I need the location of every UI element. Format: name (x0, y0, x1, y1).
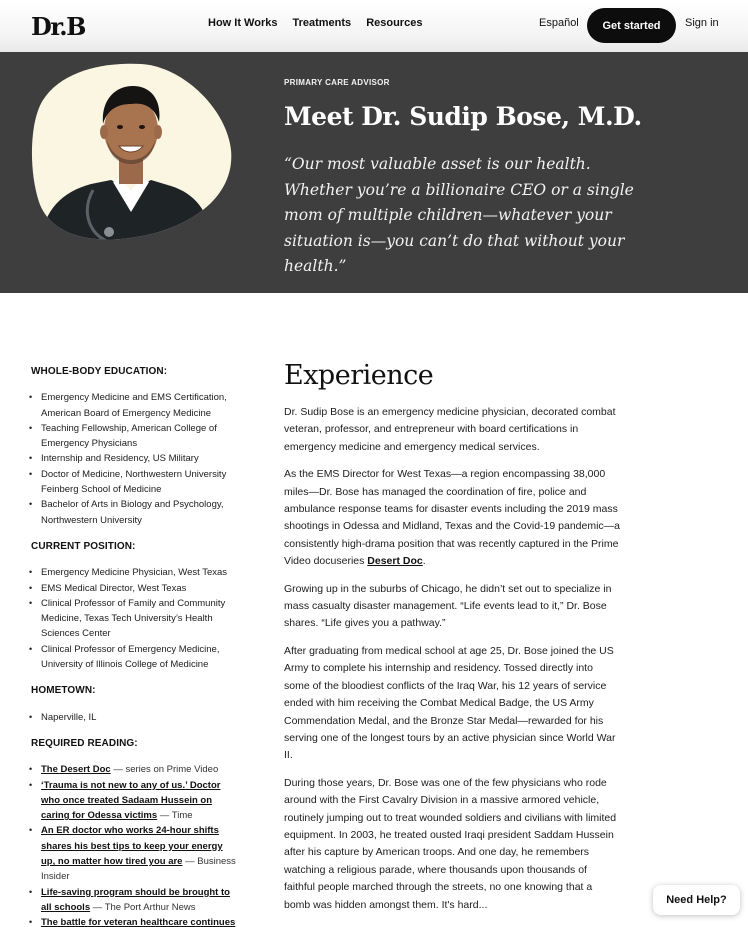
list-item: • Emergency Medicine Physician, West Texas (31, 565, 236, 580)
reading-link[interactable]: Life-saving program should be brought to all schools (41, 886, 230, 913)
position-heading: CURRENT POSITION: (31, 540, 136, 552)
paragraph: Growing up in the suburbs of Chicago, he didn’t set out to specialize in mass casualty disaster management. “Life events lead to it,” Dr. Bose shares. “Life gives you a pathway.” (284, 582, 612, 630)
education-heading: WHOLE-BODY EDUCATION: (31, 366, 168, 377)
paragraph: Dr. Sudip Bose is an emergency medicine physician, decorated combat veteran, professor, and entrepreneur with board certifications in emergency medicine and emergency medical services. (284, 406, 616, 453)
reading-link[interactable]: The battle for veteran healthcare continues (41, 917, 236, 927)
list-item: • EMS Medical Director, West Texas (31, 581, 236, 596)
list-item: • Teaching Fellowship, American College of Emergency Physicians (31, 421, 236, 452)
list-item: • Clinical Professor of Emergency Medicine, University of Illinois College of Medicine (31, 642, 236, 673)
bio-sidebar (31, 364, 236, 927)
reading-link[interactable]: ‘Trauma is not new to any of us.’ Doctor who once treated Sadaam Hussein on caring for Odessa victims (41, 779, 221, 822)
reading-list (31, 762, 236, 927)
list-item: • Internship and Residency, US Military (31, 451, 236, 466)
reading-item (31, 915, 236, 927)
language-switch[interactable]: Español (539, 17, 579, 29)
experience-heading: Experience (284, 360, 434, 391)
reading-source: — Business Insider (41, 856, 236, 883)
reading-item (31, 885, 236, 916)
reading-item (31, 823, 236, 884)
get-started-button[interactable]: Get started (587, 8, 676, 43)
main-nav (208, 17, 422, 29)
list-item: • Clinical Professor of Family and Community Medicine, Texas Tech University’s Health Sciences Center (31, 596, 236, 642)
desert-doc-link[interactable]: Desert Doc (367, 555, 423, 568)
education-list (31, 390, 236, 528)
experience-section (284, 360, 620, 924)
nav-resources[interactable]: Resources (366, 17, 423, 29)
reading-link[interactable]: An ER doctor who works 24-hour shifts shares his best tips to keep your energy up, no matter how tired you are (41, 825, 223, 868)
hometown-list (31, 710, 236, 725)
list-item: • Emergency Medicine and EMS Certification, American Board of Emergency Medicine (31, 390, 236, 421)
reading-item (31, 778, 236, 824)
reading-source: — series on Prime Video (110, 764, 219, 776)
hero-quote: “Our most valuable asset is our health. Whether you’re a billionaire CEO or a single mom of multiple children—whatever your situation is—you can’t do that without your health.” (284, 155, 634, 275)
list-item: • Bachelor of Arts in Biology and Psychology, Northwestern University (31, 497, 236, 528)
reading-heading: REQUIRED READING: (31, 737, 138, 749)
paragraph: During those years, Dr. Bose was one of the few physicians who rode around with the First Cavalry Division in a massive armored vehicle, routinely jumping out to treat wounded soldiers and civilians with limited equipment. In 2003, he treated ousted Iraqi president Saddam Hussein after his capture by American troops. And one day, he remembers watching a religious parade, where thousands upon thousands of faithful people marched through the streets, no one knowing that a bomb was hidden amongst them. It's hard... (284, 776, 617, 911)
position-list (31, 565, 236, 672)
nav-how-it-works[interactable]: How It Works (208, 17, 278, 29)
logo[interactable]: Dr.B (31, 12, 85, 41)
reading-item (31, 762, 236, 777)
sign-in-link[interactable]: Sign in (685, 17, 719, 29)
list-item: • Doctor of Medicine, Northwestern University Feinberg School of Medicine (31, 467, 236, 498)
hero-section (0, 52, 748, 293)
paragraph: After graduating from medical school at age 25, Dr. Bose joined the US Army to complete his internship and residency. Tossed directly into some of the bloodiest conflicts of the Iraq War, his 12 years of service ended with him receiving the Combat Medical Badge, the US Army Commendation Medal, and the Bronze Star Medal—rewarded for his serving one of the longest tours by an active physician since World War II. (284, 644, 616, 762)
nav-treatments[interactable]: Treatments (292, 17, 352, 29)
reading-link[interactable]: The Desert Doc (41, 764, 111, 776)
paragraph (284, 466, 620, 570)
doctor-portrait (31, 62, 232, 242)
paragraph-text: As the EMS Director for West Texas—a region encompassing 38,000 miles—Dr. Bose has managed the coordination of fire, police and ambulance response teams for disaster events including the 2019 mass shootings in Odessa and Midland, Texas and the Covid-19 pandemic—a consistently high-drama position that was recently captured in the Prime Video docuseries (284, 468, 621, 568)
list-item: • Naperville, IL (31, 710, 236, 725)
hometown-heading: HOMETOWN: (31, 685, 96, 697)
page-title: Meet Dr. Sudip Bose, M.D. (284, 102, 642, 131)
reading-source: — Time (157, 810, 193, 822)
need-help-button[interactable]: Need Help? (653, 885, 740, 915)
paragraph-text: . (422, 555, 426, 568)
reading-source: — The Port Arthur News (90, 901, 196, 913)
site-header (0, 0, 748, 52)
hero-eyebrow: PRIMARY CARE ADVISOR (284, 78, 390, 87)
